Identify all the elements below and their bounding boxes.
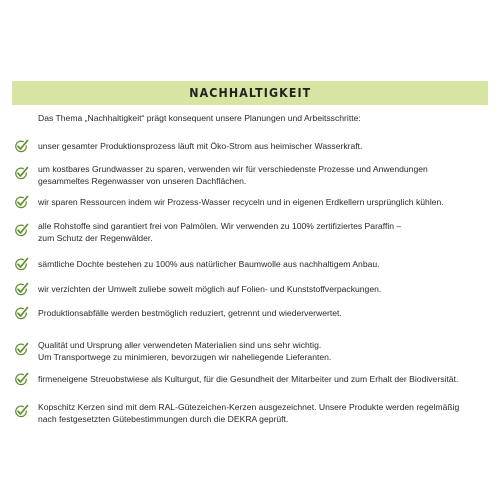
- list-item-line: alle Rohstoffe sind garantiert frei von Palmölen. Wir verwenden zu 100% zertifiziertes Paraffin –: [38, 221, 402, 231]
- list-item-text: [38, 307, 492, 319]
- checkmark-circle-icon: [14, 139, 29, 153]
- list-item-text: [38, 283, 492, 295]
- header-band: [12, 81, 488, 105]
- list-item-line: sämtliche Dochte bestehen zu 100% aus natürlicher Baumwolle aus nachhaltigem Anbau.: [38, 259, 380, 269]
- list-item-text: [38, 373, 492, 385]
- list-item-text: [38, 140, 492, 152]
- intro-text: Das Thema „Nachhaltigkeit“ prägt konsequent unsere Planungen und Arbeitsschritte:: [38, 113, 361, 123]
- list-item-line: wir verzichten der Umwelt zuliebe soweit möglich auf Folien- und Kunststoffverpackungen.: [38, 284, 382, 294]
- list-item-line: Produktionsabfälle werden bestmöglich reduziert, getrennt und wiederverwertet.: [38, 308, 342, 318]
- list-item-line: wir sparen Ressourcen indem wir Prozess-Wasser recyceln und in eigenen Erdkellern ursprünglich kühlen.: [38, 197, 444, 207]
- checkmark-circle-icon: [14, 372, 29, 386]
- list-item-line: Um Transportwege zu minimieren, bevorzugen wir naheliegende Lieferanten.: [38, 352, 332, 362]
- list-item-text: [38, 401, 492, 425]
- list-item-text: [38, 220, 492, 244]
- checkmark-circle-icon: [14, 282, 29, 296]
- checkmark-circle-icon: [14, 306, 29, 320]
- list-item-line: zum Schutz der Regenwälder.: [38, 233, 153, 243]
- list-item-text: [38, 196, 492, 208]
- list-item-line: Kopschitz Kerzen sind mit dem RAL-Gütezeichen-Kerzen ausgezeichnet. Unsere Produkte werden regelmäßig: [38, 402, 460, 412]
- list-item-line: gesammeltes Regenwasser von unseren Dachflächen.: [38, 176, 247, 186]
- checkmark-circle-icon: [14, 166, 29, 180]
- checkmark-circle-icon: [14, 223, 29, 237]
- checkmark-circle-icon: [14, 342, 29, 356]
- list-item-line: firmeneigene Streuobstwiese als Kulturgut, für die Gesundheit der Mitarbeiter und zum Erhalt der Biodiversität.: [38, 374, 459, 384]
- list-item-line: unser gesamter Produktionsprozess läuft mit Öko-Strom aus heimischer Wasserkraft.: [38, 141, 363, 151]
- checkmark-circle-icon: [14, 404, 29, 418]
- list-item-text: [38, 339, 492, 363]
- list-item-text: [38, 163, 492, 187]
- list-item-line: nach festgesetzten Gütebestimmungen durch die DEKRA geprüft.: [38, 414, 289, 424]
- list-item-line: Qualität und Ursprung aller verwendeten Materialien sind uns sehr wichtig.: [38, 340, 322, 350]
- checkmark-circle-icon: [14, 195, 29, 209]
- list-item-text: [38, 258, 492, 270]
- list-item-line: um kostbares Grundwasser zu sparen, verwenden wir für verschiedenste Prozesse und Anwendungen: [38, 164, 428, 174]
- page-title: NACHHALTIGKEIT: [188, 86, 312, 100]
- checkmark-circle-icon: [14, 257, 29, 271]
